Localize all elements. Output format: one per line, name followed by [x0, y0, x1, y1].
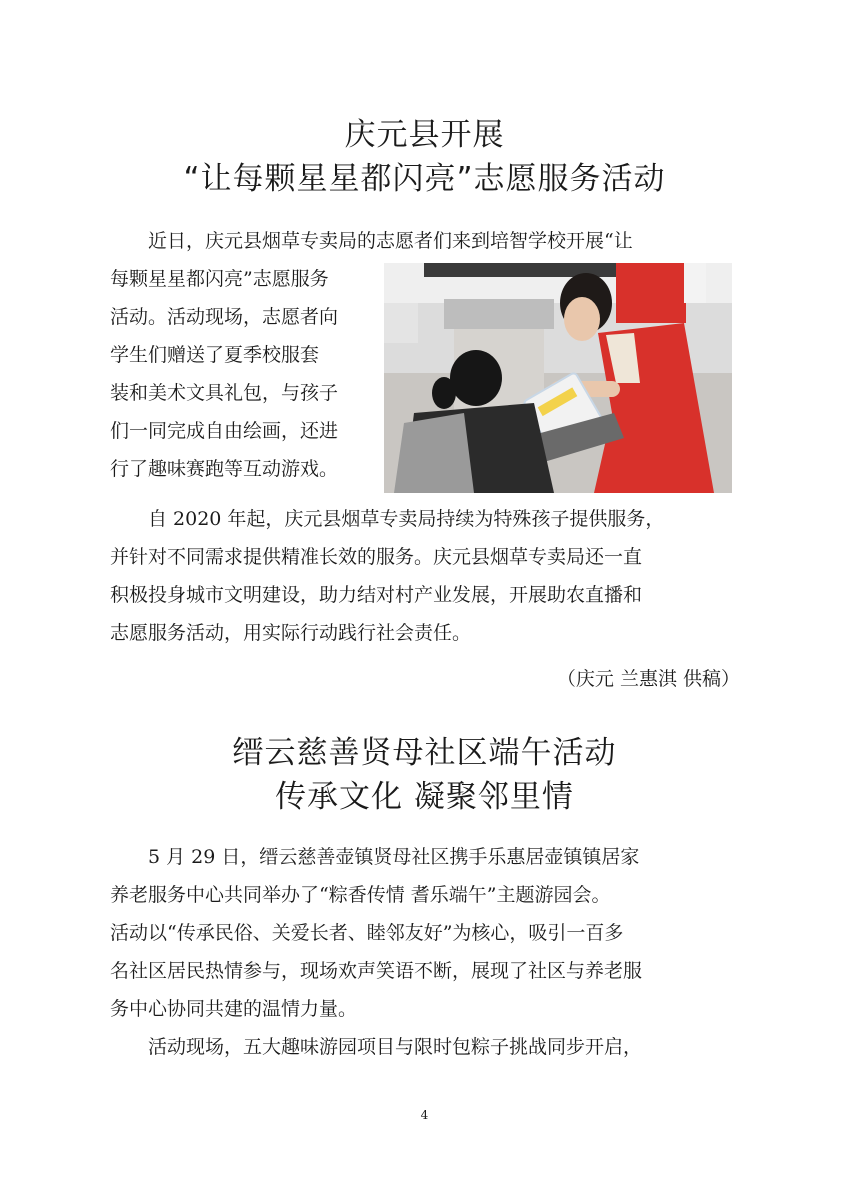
- article2-title-line2: 传承文化 凝聚邻里情: [275, 779, 574, 815]
- article2-paragraph1: [110, 838, 740, 1028]
- article1-byline: （庆元 兰惠淇 供稿）: [556, 668, 740, 690]
- text-line: 志愿服务活动，用实际行动践行社会责任。: [110, 622, 472, 644]
- text-line: 活动。活动现场，志愿者向: [110, 306, 339, 328]
- text-line: 装和美术文具礼包，与孩子: [110, 382, 339, 404]
- article2-paragraph2: [110, 1028, 740, 1066]
- text-line: 务中心协同共建的温情力量。: [110, 998, 358, 1020]
- volunteer-activity-photo: [384, 263, 732, 493]
- text-line: 学生们赠送了夏季校服套: [110, 344, 320, 366]
- article2-title: [0, 731, 849, 819]
- page-number: 4: [420, 1108, 429, 1122]
- article1-title-line2: “让每颗星星都闪亮”志愿服务活动: [183, 161, 666, 197]
- text-line: 每颗星星都闪亮”志愿服务: [110, 268, 329, 290]
- article1-title-line1: 庆元县开展: [344, 117, 505, 153]
- text-line: 活动现场，五大趣味游园项目与限时包粽子挑战同步开启，: [148, 1036, 643, 1058]
- text-line: 养老服务中心共同举办了“粽香传情 耆乐端午”主题游园会。: [110, 884, 611, 906]
- text-line: 积极投身城市文明建设，助力结对村产业发展，开展助农直播和: [110, 584, 643, 606]
- article2-title-line1: 缙云慈善贤母社区端午活动: [232, 735, 617, 771]
- photo-illustration: [384, 263, 732, 493]
- text-line: 近日，庆元县烟草专卖局的志愿者们来到培智学校开展“让: [148, 230, 633, 252]
- article1-paragraph2: [110, 500, 740, 652]
- text-line: 5 月 29 日，缙云慈善壶镇贤母社区携手乐惠居壶镇镇居家: [148, 846, 640, 868]
- text-line: 们一同完成自由绘画，还进: [110, 420, 339, 442]
- text-line: 名社区居民热情参与，现场欢声笑语不断，展现了社区与养老服: [110, 960, 643, 982]
- text-line: 自 2020 年起，庆元县烟草专卖局持续为特殊孩子提供服务，: [148, 508, 665, 530]
- text-line: 行了趣味赛跑等互动游戏。: [110, 458, 339, 480]
- text-line: 并针对不同需求提供精准长效的服务。庆元县烟草专卖局还一直: [110, 546, 643, 568]
- text-line: 活动以“传承民俗、关爱长者、睦邻友好”为核心，吸引一百多: [110, 922, 624, 944]
- article1-title: [0, 113, 849, 201]
